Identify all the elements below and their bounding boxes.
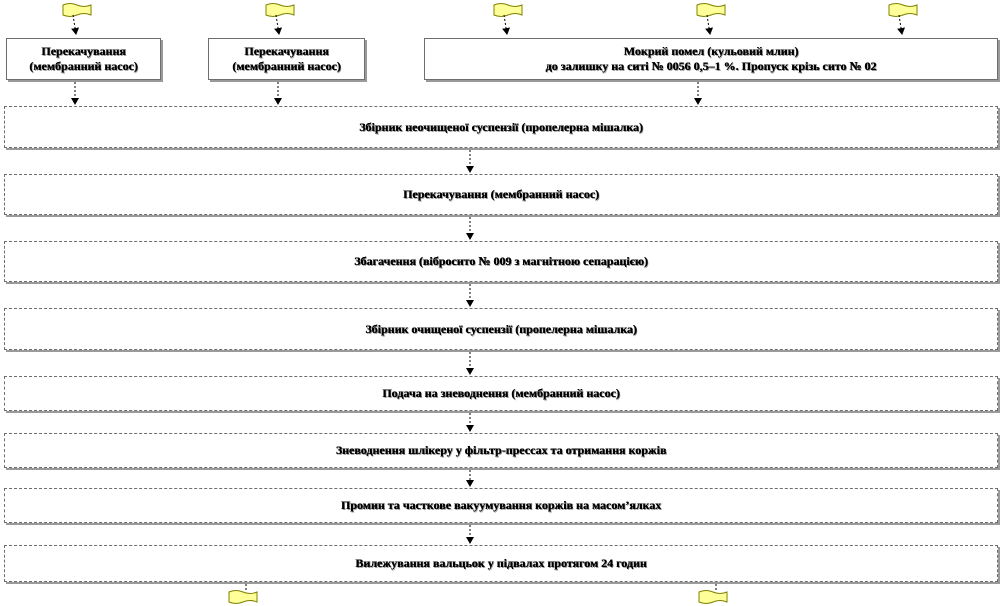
box-aging bbox=[4, 545, 998, 582]
input-flag-icon bbox=[889, 4, 917, 35]
box-enrichment bbox=[4, 241, 998, 282]
box-pump-2-label: Перекачування (мембранний насос) bbox=[232, 44, 341, 73]
box-pump-3-label: Перекачування (мембранний насос) bbox=[402, 187, 600, 201]
box-pump-3 bbox=[4, 174, 998, 215]
box-raw-collector bbox=[4, 106, 998, 148]
box-aging-label: Вилежування вальцьок у підвалах протягом 24 годин bbox=[355, 556, 647, 570]
input-flag-icon bbox=[266, 4, 294, 35]
box-wet-milling bbox=[424, 38, 998, 80]
output-flag-icon bbox=[229, 584, 257, 604]
output-flag-icon bbox=[699, 584, 727, 604]
box-filter-press bbox=[4, 433, 998, 468]
box-enrichment-label: Збагачення (вібросито № 009 з магнітною сепарацією) bbox=[354, 254, 648, 268]
input-flag-icon bbox=[494, 4, 522, 35]
input-flag-icon bbox=[63, 4, 91, 35]
box-pump-1-label: Перекачування (мембранний насос) bbox=[29, 44, 138, 73]
box-pump-2 bbox=[208, 38, 365, 80]
box-raw-collector-label: Збірник неочищеної суспензії (пропелерна мішалка) bbox=[359, 119, 643, 134]
box-kneading bbox=[4, 488, 998, 523]
box-clean-collector-label: Збірник очищеної суспензії (пропелерна мішалка) bbox=[365, 321, 637, 336]
box-filter-press-label: Зневоднення шлікеру у фільтр-прессах та отримання коржів bbox=[335, 443, 667, 457]
box-dewatering-feed-label: Подача на зневоднення (мембранний насос) bbox=[382, 386, 620, 400]
box-kneading-label: Промин та часткове вакуумування коржів на масом’ялках bbox=[340, 498, 662, 512]
box-pump-1 bbox=[6, 38, 161, 80]
input-flag-icon bbox=[697, 4, 725, 35]
box-clean-collector bbox=[4, 308, 998, 350]
box-wet-milling-label: Мокрий помел (кульовий млин) до залишку на ситі № 0056 0,5–1 %. Пропуск крізь сито № 02 bbox=[545, 44, 877, 73]
box-dewatering-feed bbox=[4, 376, 998, 411]
